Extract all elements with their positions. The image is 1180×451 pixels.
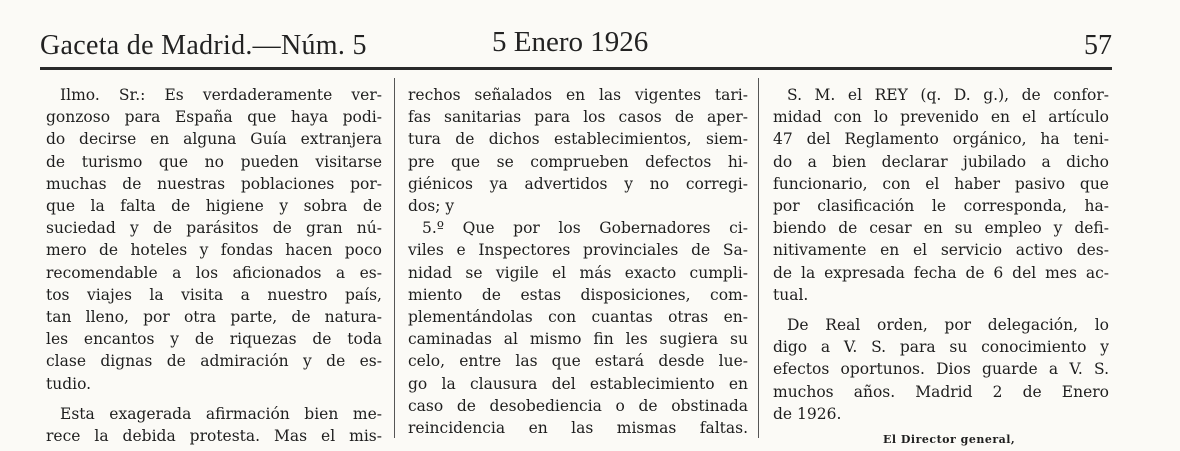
text-line: de turismo que no pueden visitarse (46, 152, 382, 171)
gazette-title: Gaceta de Madrid.—Núm. 5 (40, 30, 367, 61)
page-number: 57 (1084, 30, 1112, 61)
column-divider-1 (394, 78, 395, 438)
text-line: rechos señalados en las vigentes tari- (408, 86, 748, 104)
text-line: rece la debida protesta. Mas el mis- (46, 427, 382, 446)
column-2 (408, 84, 748, 439)
text-line: funcionario, con el haber pasivo que (773, 174, 1109, 193)
text-line: nitivamente en el servicio activo des- (773, 241, 1109, 260)
text-line: De Real orden, por delegación, lo (787, 316, 1109, 335)
text-line: mero de hoteles y fondas hacen poco (46, 241, 382, 260)
column-1 (46, 84, 382, 447)
text-line: tual. (773, 285, 809, 304)
text-line: suciedad y de parásitos de gran nú- (46, 219, 382, 238)
text-line: tos viajes la visita a nuestro país, (46, 285, 382, 304)
text-line: caso de desobediencia o de obstinada (408, 396, 748, 415)
text-line: Esta exagerada afirmación bien me- (60, 404, 382, 423)
text-line: muchas de nuestras poblaciones por- (46, 174, 382, 193)
text-line: celo, entre las que estará desde lue- (408, 352, 748, 371)
text-line: clase dignas de admiración y de es- (46, 352, 382, 371)
text-line: de 1926. (773, 404, 842, 423)
text-line: S. M. el REY (q. D. g.), de confor- (787, 86, 1109, 104)
column-3 (773, 84, 1109, 451)
text-line: les encantos y de riquezas de toda (46, 330, 382, 349)
text-line: tudio. (46, 374, 92, 393)
text-line: gonzoso para España que haya podi- (46, 108, 382, 127)
text-line: caminadas al mismo fin les sugiera su (408, 330, 748, 349)
text-line: tura de dichos establecimientos, siem- (408, 130, 748, 149)
text-line: miento de estas disposiciones, com- (408, 285, 748, 304)
text-line: efectos oportunos. Dios guarde a V. S. (773, 360, 1109, 379)
text-line: viles e Inspectores provinciales de Sa- (408, 241, 748, 260)
text-line: pre que se comprueben defectos hi- (408, 152, 748, 171)
text-line: midad con lo prevenido en el artículo (773, 108, 1109, 127)
issue-date: 5 Enero 1926 (492, 26, 649, 58)
signature-line: El Director general, (883, 433, 1016, 447)
text-line: por clasificación le corresponda, ha- (773, 197, 1109, 216)
column-divider-2 (758, 78, 759, 438)
text-line: go la clausura del establecimiento en (408, 374, 748, 393)
text-line: tan lleno, por otra parte, de natura- (46, 308, 382, 327)
text-line: nidad se vigile el más exacto cumpli- (408, 263, 748, 282)
text-line: plementándolas con cuantas otras en- (408, 308, 748, 327)
text-line: que la falta de higiene y sobra de (46, 197, 382, 216)
text-line: reincidencia en las mismas faltas. (408, 419, 748, 438)
text-line: giénicos ya advertidos y no corregi- (408, 174, 748, 193)
text-line: Ilmo. Sr.: Es verdaderamente ver- (60, 86, 382, 104)
text-line: do decirse en alguna Guía extranjera (46, 130, 382, 149)
text-line: biendo de cesar en su empleo y defi- (773, 219, 1109, 238)
text-line: muchos años. Madrid 2 de Enero (773, 382, 1109, 401)
text-line: digo a V. S. para su conocimiento y (773, 338, 1109, 357)
text-line: do a bien declarar jubilado a dicho (773, 152, 1109, 171)
text-line: 47 del Reglamento orgánico, ha teni- (773, 130, 1109, 149)
header-rule (40, 67, 1112, 70)
text-line: dos; y (408, 197, 455, 216)
text-line: 5.º Que por los Gobernadores ci- (422, 219, 748, 238)
text-line: recomendable a los aficionados a es- (46, 263, 382, 282)
text-line: de la expresada fecha de 6 del mes ac- (773, 263, 1109, 282)
text-line: fas sanitarias para los casos de aper- (408, 108, 748, 127)
page-header (40, 26, 1112, 66)
